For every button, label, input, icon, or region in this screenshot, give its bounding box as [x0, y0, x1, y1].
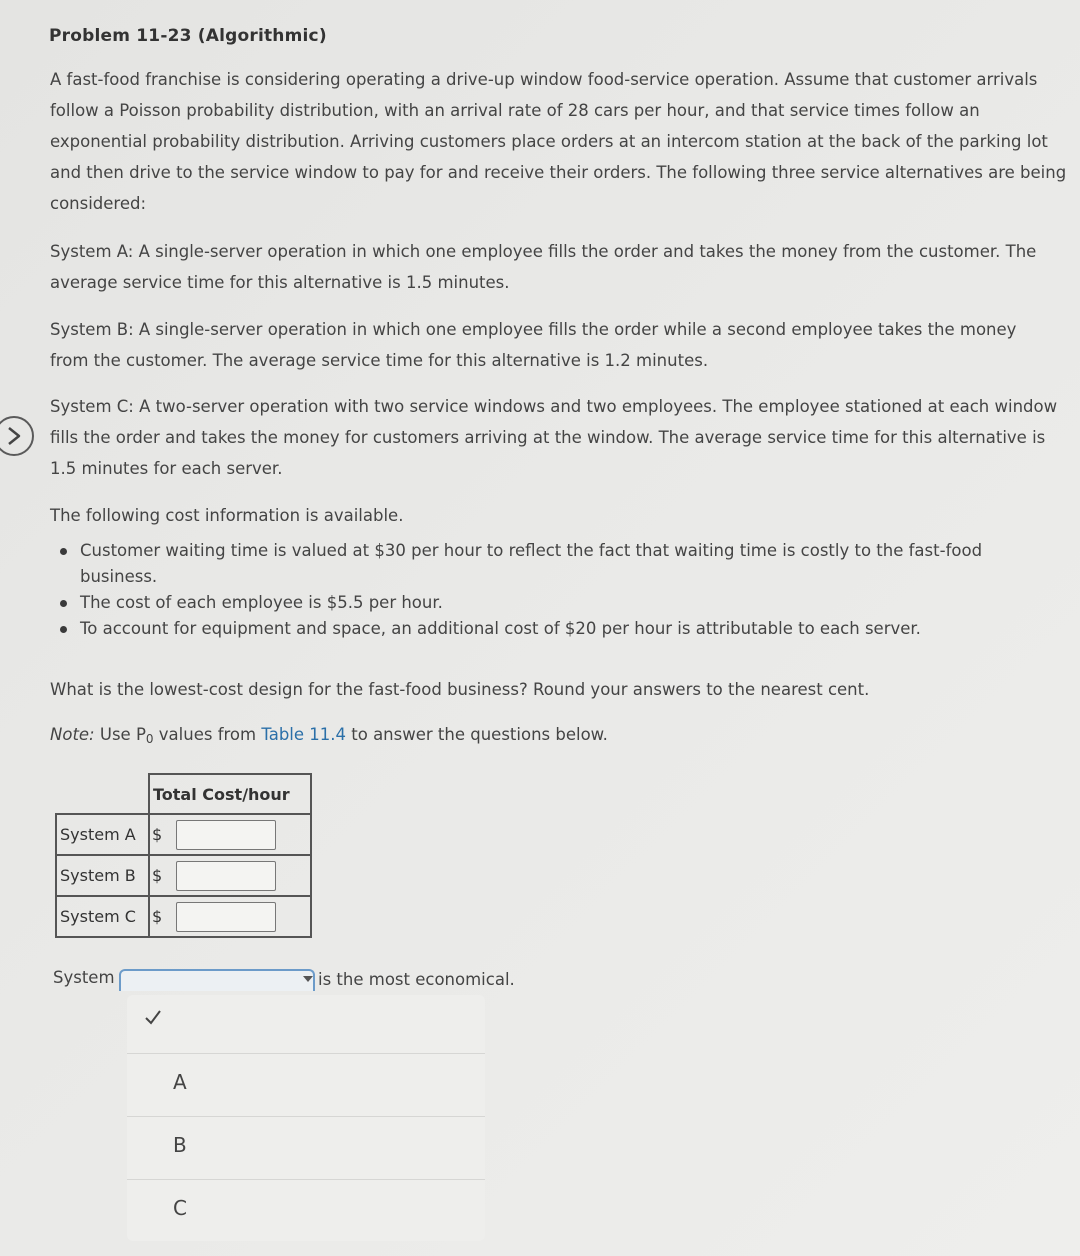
answer-prefix: System — [53, 968, 115, 987]
row-label-system-c: System C — [56, 896, 149, 937]
answer-suffix: is the most economical. — [318, 970, 515, 989]
system-a-description: System A: A single-server operation in which one employee fills the order and takes the money from the customer. The average service time for this alternative is 1.5 minutes. — [50, 242, 1037, 292]
cost-table — [55, 773, 312, 938]
problem-title: Problem 11-23 (Algorithmic) — [49, 26, 327, 46]
checkmark-icon — [143, 1007, 163, 1027]
row-label-system-b: System B — [56, 855, 149, 896]
dropdown-option-a[interactable]: A — [127, 1053, 485, 1115]
cost-bullet-list — [62, 538, 1062, 642]
currency-symbol: $ — [149, 814, 174, 855]
dropdown-option-c[interactable]: C — [127, 1179, 485, 1241]
bullet-item: The cost of each employee is $5.5 per hour. — [62, 590, 1062, 616]
total-cost-header: Total Cost/hour — [149, 774, 311, 814]
table-row — [56, 814, 311, 855]
table-row — [56, 896, 311, 937]
note-text: Note: Use $P_0$ values from Table 11.4 to answer the questions below. — [50, 725, 608, 746]
dropdown-menu — [127, 995, 485, 1241]
cost-info-intro: The following cost information is available. — [50, 506, 404, 525]
problem-intro: A fast-food franchise is considering operating a drive-up window food-service operation. Assume that customer arrivals follow a Poisson probability distribution, with an arrival rate of 28 cars per hour, and that service times follow an exponential probability distribution. Arriving customers place orders at an intercom station at the back of the parking lot and then drive to the service window to pay for and receive their orders. The following three service alternatives are being considered: — [50, 70, 1067, 213]
system-b-description: System B: A single-server operation in which one employee fills the order while a second employee takes the money from the customer. The average service time for this alternative is 1.2 minutes. — [50, 320, 1017, 370]
bullet-dot-icon — [60, 600, 67, 607]
next-question-button[interactable] — [0, 416, 34, 456]
question-text: What is the lowest-cost design for the fast-food business? Round your answers to the nearest cent. — [50, 680, 870, 699]
bullet-dot-icon — [60, 548, 67, 555]
bullet-item: Customer waiting time is valued at $30 per hour to reflect the fact that waiting time is costly to the fast-food business. — [62, 538, 1062, 590]
chevron-down-icon[interactable] — [303, 976, 313, 982]
system-c-cost-input[interactable] — [176, 902, 276, 932]
system-c-description: System C: A two-server operation with two service windows and two employees. The employee stationed at each window fills the order and takes the money for customers arriving at the window. The average service time for this alternative is 1.5 minutes for each server. — [50, 397, 1058, 478]
most-economical-select[interactable] — [119, 969, 315, 991]
bullet-item: To account for equipment and space, an additional cost of $20 per hour is attributable to each server. — [62, 616, 1062, 642]
dropdown-option-b[interactable]: B — [127, 1116, 485, 1178]
table-11-4-link[interactable]: Table 11.4 — [261, 725, 347, 744]
system-b-cost-input[interactable] — [176, 861, 276, 891]
chevron-right-icon — [6, 426, 22, 446]
currency-symbol: $ — [149, 896, 174, 937]
table-row — [56, 855, 311, 896]
dropdown-option-blank[interactable] — [127, 995, 485, 1057]
bullet-dot-icon — [60, 626, 67, 633]
row-label-system-a: System A — [56, 814, 149, 855]
system-a-cost-input[interactable] — [176, 820, 276, 850]
currency-symbol: $ — [149, 855, 174, 896]
